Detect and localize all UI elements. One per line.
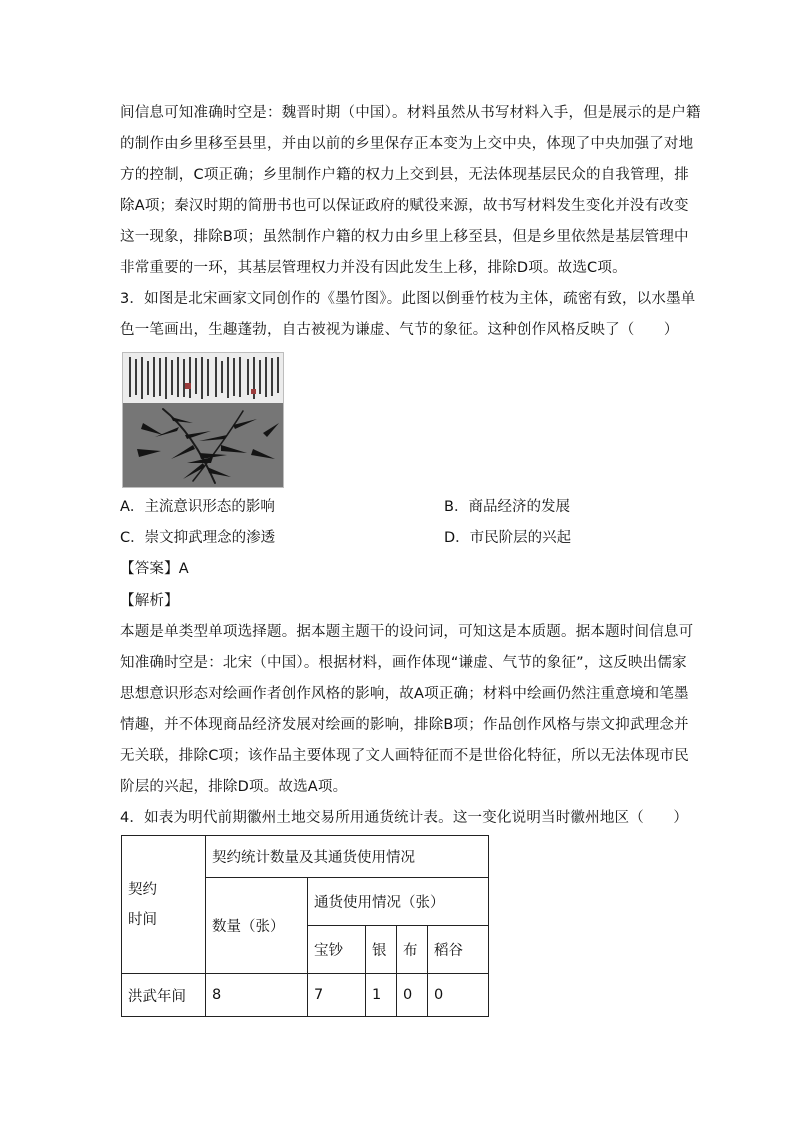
option-c: C．崇文抑武理念的渗透 [120, 530, 276, 546]
question-3-stem: 3．如图是北宋画家文同创作的《墨竹图》。此图以倒垂竹枝为主体，疏密有致，以水墨单 [120, 291, 696, 307]
header-contract-time-line2: 时间 [128, 911, 157, 928]
text-line: 间信息可知准确时空是：魏晋时期（中国）。材料虽然从书写材料入手，但是展示的是户籍 [120, 105, 701, 121]
question-4-stem: 4．如表为明代前期徽州土地交易所用通货统计表。这一变化说明当时徽州地区（ ） [120, 810, 689, 826]
header-group: 契约统计数量及其通货使用情况 [206, 836, 489, 878]
cell-grain: 0 [428, 974, 489, 1017]
cell-baochao: 7 [308, 974, 366, 1017]
text-line: 除A项；秦汉时期的简册书也可以保证政府的赋役来源，故书写材料发生变化并没有改变 [120, 198, 689, 214]
option-b: B．商品经济的发展 [444, 499, 570, 515]
header-cloth: 布 [397, 926, 428, 974]
cell-quantity: 8 [206, 974, 308, 1017]
text-line: 方的控制，C项正确；乡里制作户籍的权力上交到县，无法体现基层民众的自我管理，排 [120, 167, 689, 183]
cell-cloth: 0 [397, 974, 428, 1017]
text-line: 的制作由乡里移至县里，并由以前的乡里保存正本变为上交中央，体现了中央加强了对地 [120, 136, 694, 152]
header-grain: 稻谷 [428, 926, 489, 974]
cell-period: 洪武年间 [122, 974, 206, 1017]
currency-statistics-table [121, 835, 489, 1017]
text-line: 无关联，排除C项；该作品主要体现了文人画特征而不是世俗化特征，所以无法体现市民 [120, 748, 689, 764]
text-line: 思想意识形态对绘画作者创作风格的影响，故A项正确；材料中绘画仍然注重意境和笔墨 [120, 686, 689, 702]
header-baochao: 宝钞 [308, 926, 366, 974]
option-d: D．市民阶层的兴起 [444, 530, 572, 546]
answer-label: 【答案】A [120, 561, 189, 577]
analysis-label: 【解析】 [120, 593, 179, 609]
text-line: 情趣，并不体现商品经济发展对绘画的影响，排除B项；作品创作风格与崇文抑武理念并 [120, 717, 689, 733]
text-line: 阶层的兴起，排除D项。故选A项。 [120, 779, 348, 795]
text-line: 本题是单类型单项选择题。据本题主题干的设问词，可知这是本质题。据本题时间信息可 [120, 624, 694, 640]
header-contract-time [122, 836, 206, 974]
text-line: 非常重要的一环，其基层管理权力并没有因此发生上移，排除D项。故选C项。 [120, 260, 627, 276]
header-contract-time-line1: 契约 [128, 881, 157, 898]
option-a: A．主流意识形态的影响 [120, 499, 275, 515]
header-currency-usage: 通货使用情况（张） [308, 878, 489, 926]
question-3-stem: 色一笔画出，生趣蓬勃，自古被视为谦虚、气节的象征。这种创作风格反映了（ ） [120, 322, 679, 338]
text-line: 这一现象，排除B项；虽然制作户籍的权力由乡里上移至县，但是乡里依然是基层管理中 [120, 229, 689, 245]
header-silver: 银 [366, 926, 397, 974]
text-line: 知准确时空是：北宋（中国）。根据材料，画作体现“谦虚、气节的象征”，这反映出儒家 [120, 655, 687, 671]
bamboo-painting-image [122, 352, 284, 488]
header-quantity: 数量（张） [206, 878, 308, 974]
cell-silver: 1 [366, 974, 397, 1017]
table-row [122, 974, 489, 1017]
